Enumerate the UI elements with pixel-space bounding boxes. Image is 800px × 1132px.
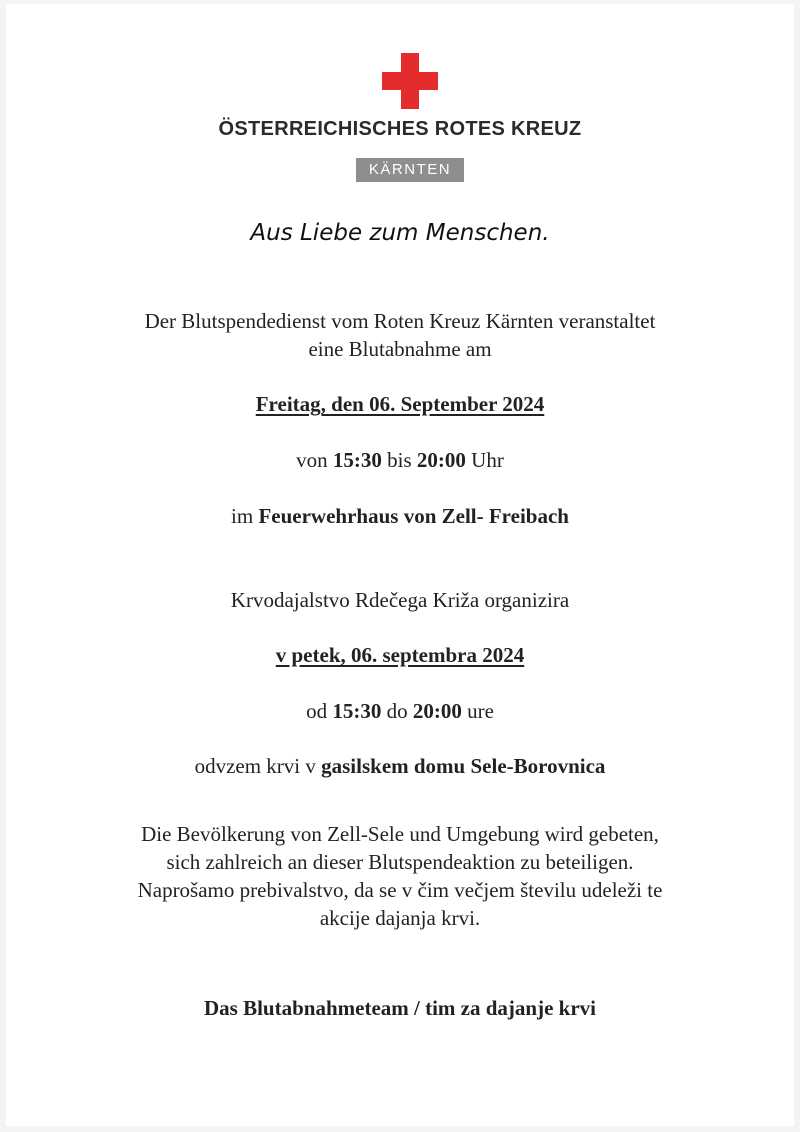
appeal-line-4: akcije dajanja krvi. xyxy=(319,906,481,930)
german-time-mid: bis xyxy=(387,448,412,472)
red-cross-logo-icon xyxy=(382,53,438,109)
appeal-line-2: sich zahlreich an dieser Blutspendeaktion zu beteiligen. xyxy=(166,850,634,874)
slovenian-place-line xyxy=(0,752,800,780)
slovenian-place-prefix: odvzem krvi v xyxy=(194,754,316,778)
german-time-suffix: Uhr xyxy=(471,448,504,472)
slogan: Aus Liebe zum Menschen. xyxy=(250,220,550,246)
german-place-prefix: im xyxy=(231,504,254,528)
slovenian-time-suffix: ure xyxy=(467,699,494,723)
german-place-line xyxy=(0,502,800,530)
region-badge: KÄRNTEN xyxy=(356,158,464,182)
appeal-line-3: Naprošamo prebivalstvo, da se v čim večjem številu udeleži te xyxy=(137,878,663,902)
german-time-line xyxy=(0,446,800,474)
german-date-heading xyxy=(0,390,800,418)
slovenian-date-heading xyxy=(0,641,800,669)
organization-name: ÖSTERREICHISCHES ROTES KREUZ xyxy=(218,118,582,140)
german-time-end: 20:00 xyxy=(416,448,466,472)
slovenian-time-end: 20:00 xyxy=(412,699,462,723)
slovenian-date: v petek, 06. septembra 2024 xyxy=(275,643,525,667)
german-intro-line-1: Der Blutspendedienst vom Roten Kreuz Kärnten veranstaltet xyxy=(144,309,656,333)
slovenian-time-mid: do xyxy=(386,699,408,723)
german-intro-line-2: eine Blutabnahme am xyxy=(308,337,492,361)
slovenian-time-line xyxy=(0,697,800,725)
slovenian-time-start: 15:30 xyxy=(332,699,382,723)
appeal-line-1: Die Bevölkerung von Zell-Sele und Umgebung wird gebeten, xyxy=(141,822,659,846)
german-time-start: 15:30 xyxy=(332,448,382,472)
slovenian-place: gasilskem domu Sele-Borovnica xyxy=(321,754,606,778)
slovenian-time-prefix: od xyxy=(306,699,328,723)
german-time-prefix: von xyxy=(296,448,328,472)
slovenian-intro: Krvodajalstvo Rdečega Križa organizira xyxy=(230,588,570,612)
german-date: Freitag, den 06. September 2024 xyxy=(255,392,545,416)
signature: Das Blutabnahmeteam / tim za dajanje krvi xyxy=(204,996,596,1020)
german-place: Feuerwehrhaus von Zell- Freibach xyxy=(258,504,569,528)
